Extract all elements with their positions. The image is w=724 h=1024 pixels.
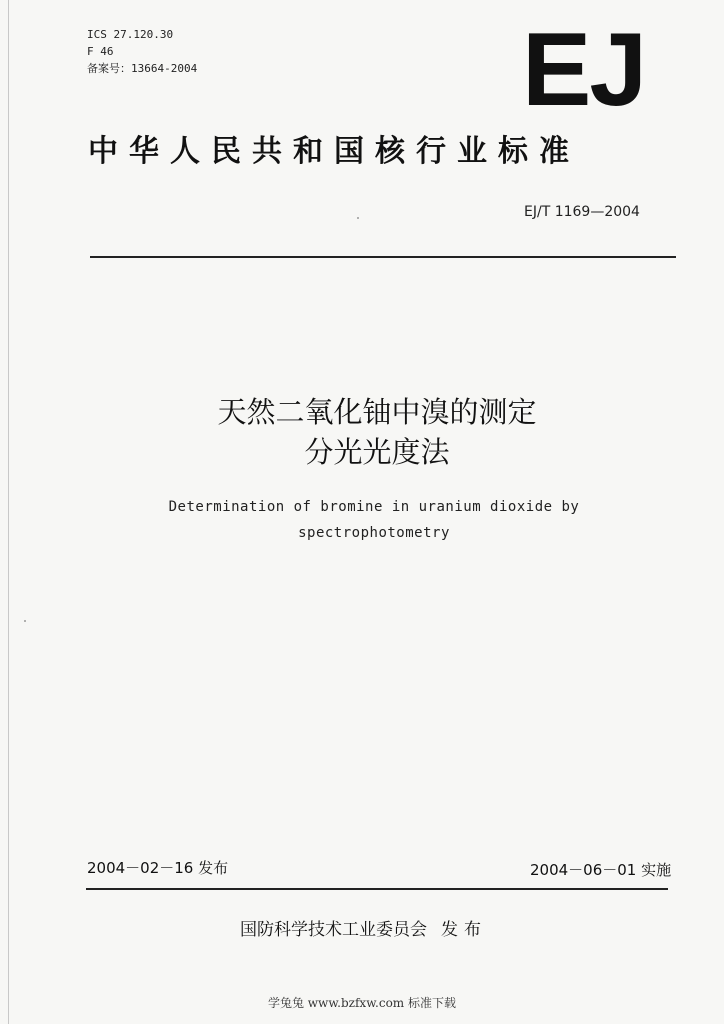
header-divider (90, 256, 676, 258)
english-title-line2: spectrophotometry (298, 525, 450, 541)
publish-label: 发布 (441, 920, 487, 940)
scan-speck (24, 620, 26, 622)
publisher-name: 国防科学技术工业委员会 (240, 920, 427, 940)
implementation-date: 2004－06－01 实施 (530, 861, 672, 879)
issue-date: 2004－02－16 发布 (87, 859, 229, 877)
english-title (0, 494, 724, 546)
issuing-standard-category: 中华人民共和国核行业标准 (88, 134, 580, 169)
chinese-title-line1: 天然二氧化铀中溴的测定 (217, 395, 537, 429)
record-number: 备案号：13664-2004 (87, 62, 198, 75)
classification-block (87, 26, 197, 77)
publisher-line (240, 915, 487, 940)
footer-divider (86, 888, 668, 890)
ccs-code: F 46 (87, 45, 114, 58)
download-footer: 学兔兔 www.bzfxw.com 标准下载 (267, 996, 457, 1010)
chinese-title (0, 392, 724, 472)
ics-code: ICS 27.120.30 (87, 28, 174, 41)
chinese-title-line2: 分光光度法 (304, 435, 450, 469)
standard-number: EJ/T 1169—2004 (524, 204, 640, 220)
scan-speck (357, 217, 359, 219)
ej-logo: EJ (522, 12, 646, 128)
english-title-line1: Determination of bromine in uranium dioxide by (168, 499, 580, 515)
